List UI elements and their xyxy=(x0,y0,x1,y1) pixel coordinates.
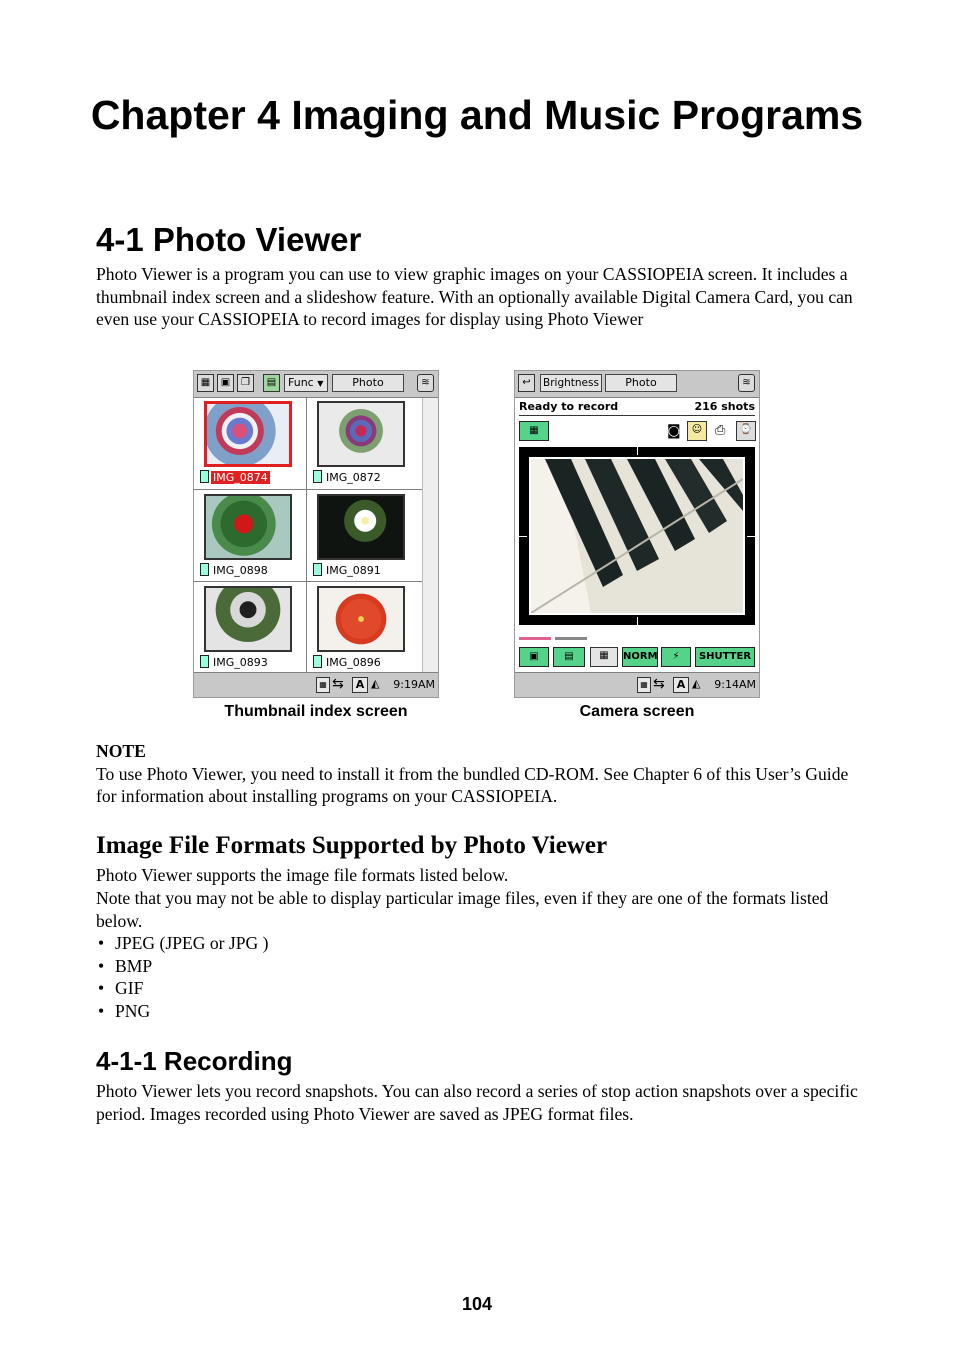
thumbnail-view-icon[interactable]: ▦ xyxy=(197,374,214,392)
thumbnail-item[interactable] xyxy=(307,397,417,489)
note-block xyxy=(96,740,866,808)
connection-icon[interactable]: ⇆ xyxy=(332,676,344,692)
formats-heading: Image File Formats Supported by Photo Viewer xyxy=(96,832,608,859)
func-menu-button[interactable]: Func ▼ xyxy=(284,374,328,392)
thumbnail-item[interactable] xyxy=(307,582,417,674)
portrait-mode-button[interactable]: ▣ xyxy=(519,647,549,667)
album-mode-button[interactable]: ▤ xyxy=(553,647,585,667)
thumbnail-image[interactable] xyxy=(204,494,292,560)
taskbar xyxy=(194,672,438,697)
photo-menu-button[interactable]: Photo xyxy=(605,374,677,392)
camera-toolbar xyxy=(515,371,759,398)
brightness-button[interactable]: Brightness xyxy=(540,374,602,392)
font-size-icon[interactable]: A xyxy=(352,677,368,693)
self-timer-icon[interactable]: ⌚ xyxy=(736,421,756,441)
list-item: • JPEG (JPEG or JPG ) xyxy=(96,932,268,955)
intro-paragraph: Photo Viewer is a program you can use to view graphic images on your CASSIOPEIA screen. It includes a thumbnail index screen and a slideshow feature. With an optionally available Digital Camera Card, you can even use your CASSIOPEIA to record images for display using Photo Viewer xyxy=(96,264,853,330)
shutter-button[interactable]: SHUTTER xyxy=(695,647,755,667)
list-item: • GIF xyxy=(96,977,268,1000)
thumbnail-label: IMG_0891 xyxy=(313,563,383,577)
record-status: Ready to record xyxy=(519,400,619,413)
storage-card-icon xyxy=(200,655,209,668)
note-text: To use Photo Viewer, you need to install it from the bundled CD-ROM. See Chapter 6 of this User’s Guide for information about installing programs on your CASSIOPEIA. xyxy=(96,763,849,807)
camera-status-row xyxy=(519,399,755,416)
thumbnail-item[interactable] xyxy=(194,397,304,489)
thumbnail-item[interactable] xyxy=(194,582,304,674)
thumbnail-image[interactable] xyxy=(317,401,405,467)
portrait-icon[interactable]: ☺ xyxy=(687,421,707,441)
thumbnail-label: IMG_0893 xyxy=(200,655,270,669)
recording-paragraph: Photo Viewer lets you record snapshots. You can also record a series of stop action snapshots over a specific period. Images recorded using Photo Viewer are saved as JPEG format files. xyxy=(96,1081,858,1124)
clock[interactable]: 9:14AM xyxy=(714,678,756,691)
shots-remaining: 216 shots xyxy=(694,400,755,413)
recording-heading: 4-1-1 Recording xyxy=(96,1046,293,1076)
piano-keys-image xyxy=(531,459,743,613)
camera-icon[interactable]: ◙ xyxy=(667,423,681,439)
wifi-icon[interactable]: ≋ xyxy=(417,374,434,392)
print-icon[interactable]: ⎙ xyxy=(715,423,726,438)
thumbnail-image[interactable] xyxy=(317,586,405,652)
camera-card-icon[interactable]: ▤ xyxy=(263,374,280,392)
thumbnail-toolbar xyxy=(194,371,438,398)
thumbnail-label: IMG_0898 xyxy=(200,563,270,577)
storage-card-icon xyxy=(313,470,322,483)
clock[interactable]: 9:19AM xyxy=(393,678,435,691)
input-panel-icon[interactable]: ◭ xyxy=(371,677,380,690)
storage-card-icon xyxy=(200,470,209,483)
thumbnail-label: IMG_0874 xyxy=(200,470,270,484)
list-item: • PNG xyxy=(96,1000,268,1023)
taskbar xyxy=(515,672,759,697)
connection-icon[interactable]: ⇆ xyxy=(653,676,665,692)
list-item: • BMP xyxy=(96,955,268,978)
keyboard-icon[interactable]: ▦ xyxy=(637,677,651,693)
thumbnail-label: IMG_0872 xyxy=(313,470,383,484)
scrollbar[interactable] xyxy=(422,398,438,672)
keyboard-icon[interactable]: ▦ xyxy=(316,677,330,693)
thumbnail-item[interactable] xyxy=(307,490,417,582)
viewfinder-image xyxy=(529,457,745,615)
zoom-indicator xyxy=(519,637,551,640)
thumbnail-index-screen xyxy=(193,370,439,698)
note-label: NOTE xyxy=(96,741,146,761)
input-panel-icon[interactable]: ◭ xyxy=(692,677,701,690)
thumbnail-image[interactable] xyxy=(317,494,405,560)
thumbnail-image[interactable] xyxy=(204,586,292,652)
formats-line-2: Note that you may not be able to display particular image files, even if they are one of the formats listed below. xyxy=(96,888,829,931)
thumbnail-screen-caption: Thumbnail index screen xyxy=(224,703,408,720)
camera-viewfinder[interactable] xyxy=(519,447,755,625)
slideshow-icon[interactable]: ❐ xyxy=(237,374,254,392)
font-size-icon[interactable]: A xyxy=(673,677,689,693)
storage-card-icon xyxy=(313,655,322,668)
storage-card-icon xyxy=(313,563,322,576)
grid-mode-icon[interactable]: ▦ xyxy=(590,647,618,667)
formats-list xyxy=(96,932,268,1022)
storage-card-icon xyxy=(200,563,209,576)
wifi-icon[interactable]: ≋ xyxy=(738,374,755,392)
camera-screen xyxy=(514,370,760,698)
back-icon[interactable]: ↩ xyxy=(518,374,535,392)
flash-off-icon[interactable]: ⚡ xyxy=(661,647,691,667)
chevron-down-icon: ▼ xyxy=(317,379,324,388)
chapter-title: Chapter 4 Imaging and Music Programs xyxy=(90,92,864,138)
norm-button[interactable]: NORM xyxy=(622,647,658,667)
thumbnail-view-button[interactable]: ▦ xyxy=(519,421,549,441)
thumbnail-item[interactable] xyxy=(194,490,304,582)
thumbnail-label: IMG_0896 xyxy=(313,655,383,669)
single-view-icon[interactable]: ▣ xyxy=(217,374,234,392)
zoom-indicator xyxy=(555,637,587,640)
section-heading-photo-viewer: 4-1 Photo Viewer xyxy=(96,221,362,258)
camera-screen-caption: Camera screen xyxy=(579,703,695,720)
thumbnail-image[interactable] xyxy=(204,401,292,467)
photo-menu-button[interactable]: Photo xyxy=(332,374,404,392)
formats-line-1: Photo Viewer supports the image file formats listed below. xyxy=(96,865,509,885)
page-number: 104 xyxy=(461,1294,493,1314)
